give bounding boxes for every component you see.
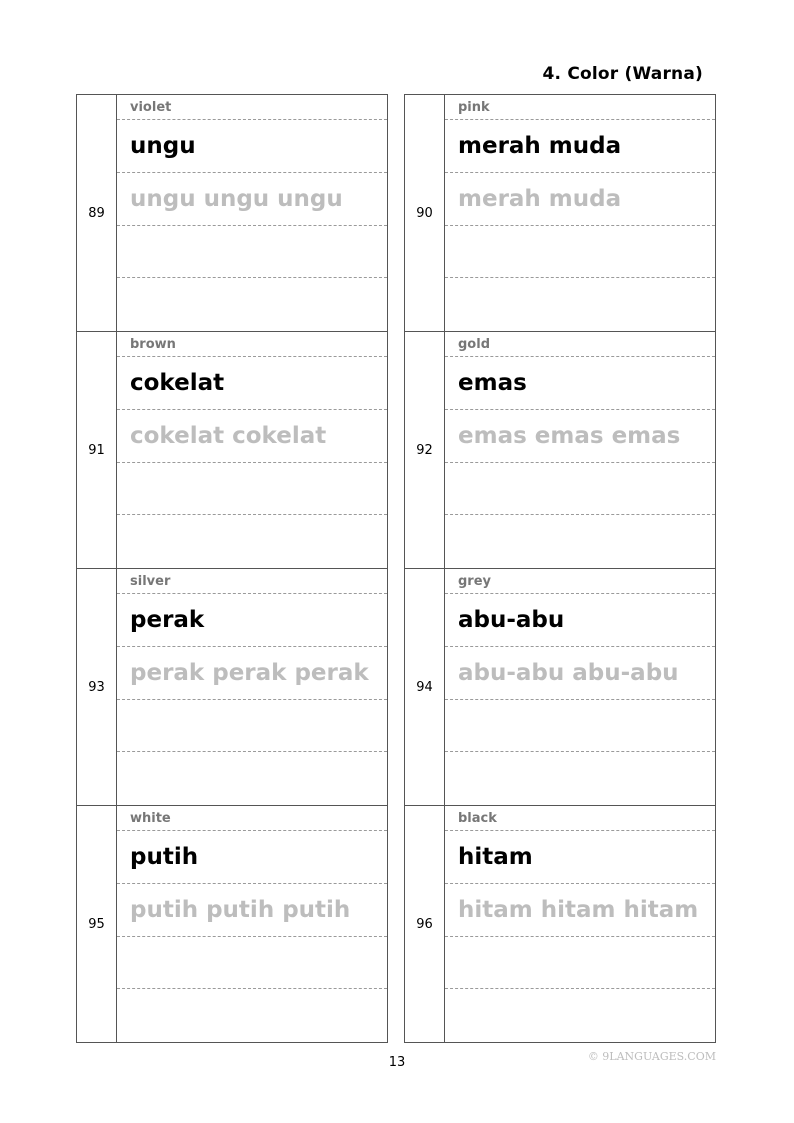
writing-line (117, 278, 387, 331)
indonesian-word: putih (130, 843, 199, 870)
english-meaning: brown (117, 332, 387, 357)
tracing-text: emas emas emas (458, 422, 681, 449)
indonesian-word: ungu (130, 132, 196, 159)
tracing-text: cokelat cokelat (130, 422, 327, 449)
entry-number: 89 (77, 95, 117, 331)
vocab-card (404, 94, 716, 332)
entry-number: 93 (77, 569, 117, 805)
tracing-text: abu-abu abu-abu (458, 659, 679, 686)
vocab-card (404, 806, 716, 1043)
writing-line (117, 700, 387, 753)
vocab-card (76, 94, 388, 332)
indonesian-word: cokelat (130, 369, 225, 396)
indonesian-word: abu-abu (458, 606, 565, 633)
entry-number: 94 (405, 569, 445, 805)
tracing-text: putih putih putih (130, 896, 351, 923)
vocab-card (404, 332, 716, 569)
english-meaning: violet (117, 95, 387, 120)
english-meaning: white (117, 806, 387, 831)
tracing-text: merah muda (458, 185, 622, 212)
writing-line (117, 937, 387, 990)
writing-line (445, 700, 715, 753)
indonesian-word: perak (130, 606, 205, 633)
entry-number: 95 (77, 806, 117, 1042)
english-meaning: grey (445, 569, 715, 594)
writing-line (117, 752, 387, 805)
writing-line (117, 226, 387, 279)
tracing-text: ungu ungu ungu (130, 185, 343, 212)
indonesian-word: hitam (458, 843, 533, 870)
writing-line (445, 278, 715, 331)
vocab-card (76, 332, 388, 569)
entry-number: 91 (77, 332, 117, 568)
page-title: 4. Color (Warna) (542, 64, 703, 84)
writing-line (117, 515, 387, 568)
entry-number: 96 (405, 806, 445, 1042)
writing-line (445, 515, 715, 568)
writing-line (445, 752, 715, 805)
english-meaning: pink (445, 95, 715, 120)
writing-line (117, 989, 387, 1042)
tracing-text: perak perak perak (130, 659, 369, 686)
copyright-notice: © 9LANGUAGES.COM (587, 1050, 716, 1063)
english-meaning: silver (117, 569, 387, 594)
vocabulary-grid (76, 94, 716, 1043)
writing-line (445, 989, 715, 1042)
writing-line (445, 937, 715, 990)
english-meaning: black (445, 806, 715, 831)
entry-number: 92 (405, 332, 445, 568)
writing-line (117, 463, 387, 516)
writing-line (445, 463, 715, 516)
vocab-card (404, 569, 716, 806)
entry-number: 90 (405, 95, 445, 331)
tracing-text: hitam hitam hitam (458, 896, 699, 923)
page-number: 13 (388, 1055, 406, 1070)
indonesian-word: emas (458, 369, 527, 396)
indonesian-word: merah muda (458, 132, 622, 159)
writing-line (445, 226, 715, 279)
vocab-card (76, 569, 388, 806)
vocab-card (76, 806, 388, 1043)
english-meaning: gold (445, 332, 715, 357)
